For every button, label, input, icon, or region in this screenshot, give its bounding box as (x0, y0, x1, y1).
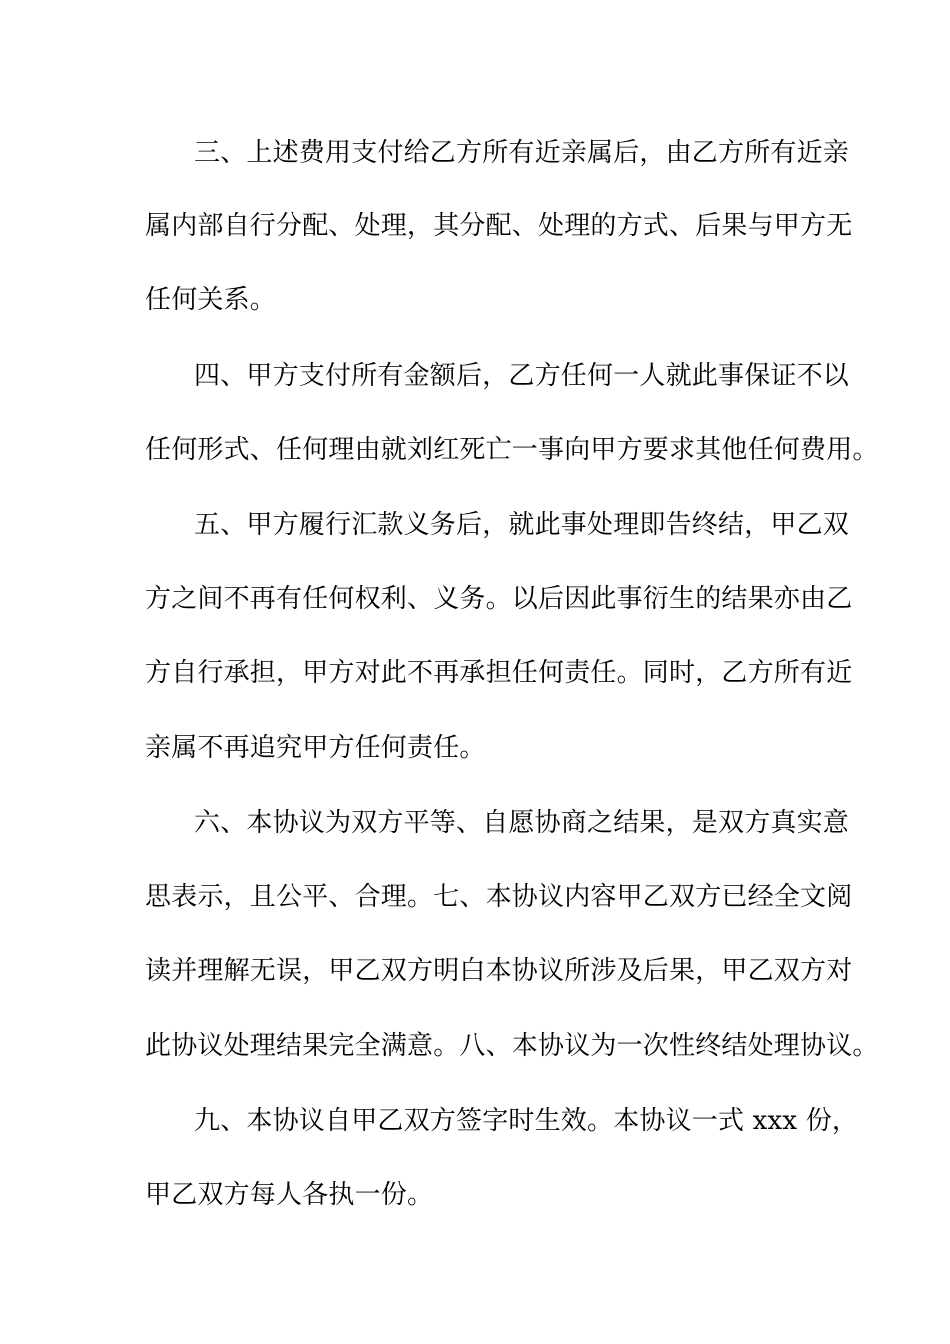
clause-6-line-3: 读并理解无误，甲乙双方明白本协议所涉及后果，甲乙双方对 (145, 956, 853, 986)
clause-5-line-4: 亲属不再追究甲方任何责任。 (145, 733, 486, 763)
clause-5-line-1: 五、甲方履行汇款义务后，就此事处理即告终结，甲乙双 (194, 510, 850, 540)
clause-6-line-4: 此协议处理结果完全满意。八、本协议为一次性终结处理协议。 (145, 1031, 879, 1061)
clause-3-line-2: 属内部自行分配、处理，其分配、处理的方式、后果与甲方无 (145, 211, 853, 241)
clause-3-line-3: 任何关系。 (145, 285, 277, 315)
clause-5-line-3: 方自行承担，甲方对此不再承担任何责任。同时，乙方所有近 (145, 658, 853, 688)
clause-4-line-1: 四、甲方支付所有金额后，乙方任何一人就此事保证不以 (194, 361, 850, 391)
clause-5-line-2: 方之间不再有任何权利、义务。以后因此事衍生的结果亦由乙 (145, 584, 853, 614)
clause-6-line-1: 六、本协议为双方平等、自愿协商之结果，是双方真实意 (194, 808, 850, 838)
clause-9-line-1: 九、本协议自甲乙双方签字时生效。本协议一式 xxx 份， (194, 1106, 859, 1136)
clause-4-line-2: 任何形式、任何理由就刘红死亡一事向甲方要求其他任何费用。 (145, 435, 879, 465)
clause-6-line-2: 思表示，且公平、合理。七、本协议内容甲乙双方已经全文阅 (145, 882, 853, 912)
clause-9-line-2: 甲乙双方每人各执一份。 (145, 1180, 434, 1210)
clause-3-line-1: 三、上述费用支付给乙方所有近亲属后，由乙方所有近亲 (194, 138, 850, 168)
